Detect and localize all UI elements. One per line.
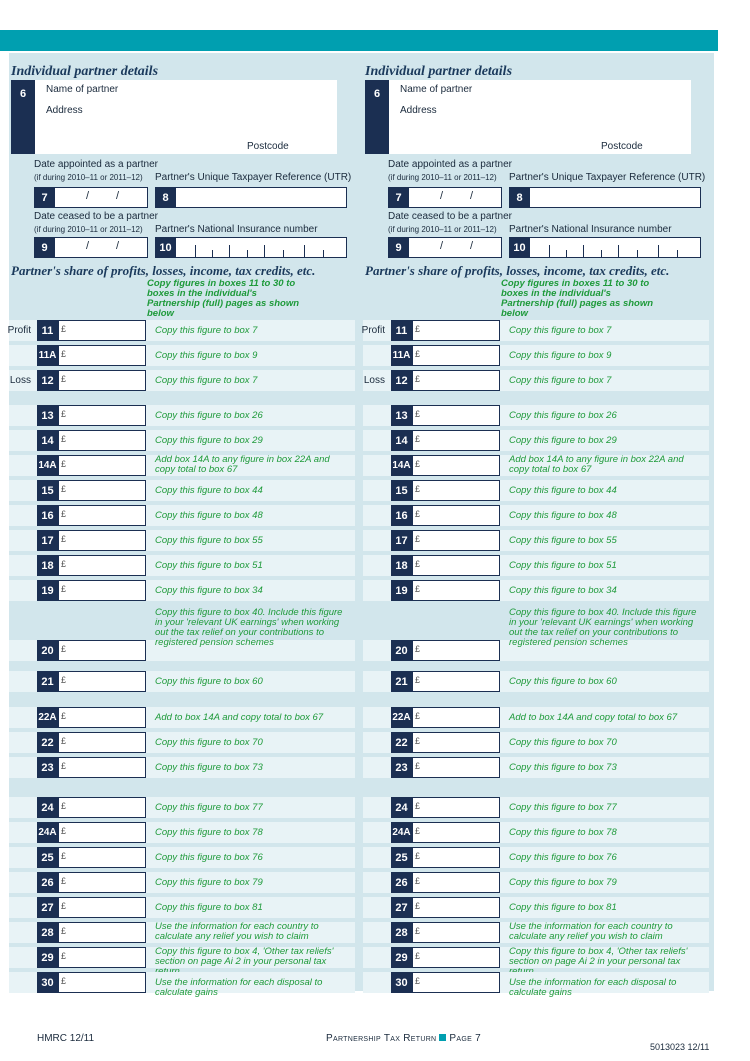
- box-number: 30: [391, 972, 412, 993]
- nino-tick: [304, 245, 305, 257]
- amount-field[interactable]: £: [412, 897, 500, 918]
- box-number: 17: [37, 530, 58, 551]
- amount-field[interactable]: £: [412, 640, 500, 661]
- row-instruction: Copy this figure to box 60: [509, 676, 617, 687]
- nino-field[interactable]: [509, 237, 701, 258]
- box-number: 27: [37, 897, 58, 918]
- box-number: 6: [11, 80, 35, 154]
- row-instruction: Copy this figure to box 55: [509, 535, 617, 546]
- box-number: 15: [37, 480, 58, 501]
- date-period-note: (if during 2010–11 or 2011–12): [34, 173, 143, 182]
- row-instruction: Copy this figure to box 73: [509, 762, 617, 773]
- nino-label: Partner's National Insurance number: [509, 224, 672, 235]
- box-number: 21: [391, 671, 412, 692]
- amount-field[interactable]: £: [412, 345, 500, 366]
- box-number: 19: [37, 580, 58, 601]
- amount-field[interactable]: £: [412, 847, 500, 868]
- footer-page-title: Partnership Tax Return Page 7: [326, 1033, 482, 1044]
- row-instruction: Copy this figure to box 79: [509, 877, 617, 888]
- amount-field[interactable]: £: [412, 530, 500, 551]
- amount-field[interactable]: £: [58, 555, 146, 576]
- box-number: 30: [37, 972, 58, 993]
- amount-field[interactable]: £: [412, 405, 500, 426]
- row-instruction: Copy this figure to box 26: [509, 410, 617, 421]
- row-instruction: Copy this figure to box 76: [509, 852, 617, 863]
- row-instruction: Copy this figure to box 77: [155, 802, 263, 813]
- row-instruction: Copy this figure to box 44: [509, 485, 617, 496]
- amount-field[interactable]: £: [58, 480, 146, 501]
- date-separator: /: [86, 240, 90, 252]
- row-instruction: Copy this figure to box 79: [155, 877, 263, 888]
- amount-field[interactable]: £: [412, 822, 500, 843]
- row-instruction: Copy this figure to box 48: [155, 510, 263, 521]
- row-instruction: Copy this figure to box 44: [155, 485, 263, 496]
- amount-field[interactable]: £: [58, 640, 146, 661]
- box-number: 29: [391, 947, 412, 968]
- row-instruction: Copy this figure to box 78: [155, 827, 263, 838]
- box-number: 22: [37, 732, 58, 753]
- row-instruction: Copy this figure to box 7: [155, 325, 258, 336]
- date-separator: /: [470, 190, 474, 202]
- box-number: 21: [37, 671, 58, 692]
- share-title: Partner's share of profits, losses, income, tax credits, etc.: [365, 263, 670, 278]
- box-number: 22: [391, 732, 412, 753]
- box-number: 10: [155, 237, 176, 258]
- nino-tick: [658, 245, 659, 257]
- nino-label: Partner's National Insurance number: [155, 224, 318, 235]
- amount-field[interactable]: £: [58, 530, 146, 551]
- name-label: Name of partner: [46, 84, 119, 95]
- box-number: 14A: [391, 455, 412, 476]
- amount-field[interactable]: £: [412, 370, 500, 391]
- box-number: 20: [391, 640, 412, 661]
- amount-field[interactable]: £: [58, 320, 146, 341]
- amount-field[interactable]: £: [58, 707, 146, 728]
- amount-field[interactable]: £: [412, 707, 500, 728]
- row-instruction: Add to box 14A and copy total to box 67: [155, 712, 324, 723]
- amount-field[interactable]: £: [58, 732, 146, 753]
- box-number: 23: [37, 757, 58, 778]
- amount-field[interactable]: £: [58, 922, 146, 943]
- amount-field[interactable]: £: [58, 872, 146, 893]
- section-title: Individual partner details: [11, 64, 159, 79]
- row-side-label: Profit: [361, 325, 385, 336]
- footer-square-icon: [439, 1034, 446, 1041]
- amount-field[interactable]: £: [412, 455, 500, 476]
- date-period-note: (if during 2010–11 or 2011–12): [34, 225, 143, 234]
- amount-field[interactable]: £: [412, 320, 500, 341]
- box-number: 9: [34, 237, 55, 258]
- box-number: 25: [37, 847, 58, 868]
- row-instruction: Copy this figure to box 9: [155, 350, 258, 361]
- share-note: Copy figures in boxes 11 to 30 to boxes in the individual's Partnership (full) pages as shown below: [147, 278, 300, 319]
- nino-tick: [264, 245, 265, 257]
- amount-field[interactable]: £: [412, 972, 500, 993]
- box-number: 9: [388, 237, 409, 258]
- row-instruction: Use the information for each country to calculate any relief you wish to claim: [155, 921, 319, 942]
- date-separator: /: [116, 240, 120, 252]
- box-number: 15: [391, 480, 412, 501]
- box-number: 8: [155, 187, 176, 208]
- amount-field[interactable]: £: [58, 822, 146, 843]
- amount-field[interactable]: £: [412, 757, 500, 778]
- row-instruction: Copy this figure to box 29: [155, 435, 263, 446]
- box-number: 22A: [37, 707, 58, 728]
- amount-field[interactable]: £: [58, 580, 146, 601]
- nino-tick: [566, 250, 567, 257]
- nino-tick: [229, 245, 230, 257]
- row-side-label: Loss: [9, 375, 31, 386]
- row-instruction: Copy this figure to box 9: [509, 350, 612, 361]
- amount-field[interactable]: £: [412, 797, 500, 818]
- row-instruction: Copy this figure to box 7: [509, 375, 612, 386]
- date-ceased-label: Date ceased to be a partner: [34, 211, 158, 222]
- row-instruction: Copy this figure to box 7: [509, 325, 612, 336]
- row-instruction: Copy this figure to box 26: [155, 410, 263, 421]
- box-number: 11: [391, 320, 412, 341]
- box-number: 29: [37, 947, 58, 968]
- row-instruction: Copy this figure to box 70: [155, 737, 263, 748]
- box-number: 12: [37, 370, 58, 391]
- header-bar: [0, 30, 718, 51]
- row-instruction: Add box 14A to any figure in box 22A and copy total to box 67: [155, 454, 330, 475]
- box-number: 7: [388, 187, 409, 208]
- row-instruction: Copy this figure to box 29: [509, 435, 617, 446]
- share-note: Copy figures in boxes 11 to 30 to boxes in the individual's Partnership (full) pages as shown below: [501, 278, 654, 319]
- amount-field[interactable]: £: [412, 580, 500, 601]
- date-separator: /: [440, 190, 444, 202]
- amount-field[interactable]: £: [58, 757, 146, 778]
- box-number: 23: [391, 757, 412, 778]
- box-number: 11: [37, 320, 58, 341]
- row-instruction: Copy this figure to box 51: [509, 560, 617, 571]
- amount-field[interactable]: £: [412, 555, 500, 576]
- box-number: 28: [391, 922, 412, 943]
- nino-tick: [195, 245, 196, 257]
- box-number: 14: [391, 430, 412, 451]
- row-instruction: Copy this figure to box 48: [509, 510, 617, 521]
- box-number: 24: [37, 797, 58, 818]
- date-separator: /: [440, 240, 444, 252]
- box-number: 13: [391, 405, 412, 426]
- row-instruction: Add box 14A to any figure in box 22A and copy total to box 67: [509, 454, 684, 475]
- box-number: 8: [509, 187, 530, 208]
- row-instruction: Add to box 14A and copy total to box 67: [509, 712, 678, 723]
- row-instruction: Copy this figure to box 77: [509, 802, 617, 813]
- nino-tick: [247, 250, 248, 257]
- row-instruction: Copy this figure to box 81: [509, 902, 617, 913]
- amount-field[interactable]: £: [412, 430, 500, 451]
- postcode-label: Postcode: [247, 141, 289, 152]
- amount-field[interactable]: £: [412, 480, 500, 501]
- box-number: 19: [391, 580, 412, 601]
- box-number: 7: [34, 187, 55, 208]
- amount-field[interactable]: £: [58, 505, 146, 526]
- row-instruction: Copy this figure to box 55: [155, 535, 263, 546]
- amount-field[interactable]: £: [412, 732, 500, 753]
- amount-field[interactable]: £: [58, 430, 146, 451]
- row-instruction: Copy this figure to box 81: [155, 902, 263, 913]
- utr-label: Partner's Unique Taxpayer Reference (UTR): [155, 172, 352, 183]
- amount-field[interactable]: £: [58, 897, 146, 918]
- box-number: 6: [365, 80, 389, 154]
- footer-reference: 5013023 12/11: [650, 1042, 710, 1052]
- nino-tick: [323, 250, 324, 257]
- section-title: Individual partner details: [365, 64, 513, 79]
- box-number: 24: [391, 797, 412, 818]
- box-number: 18: [391, 555, 412, 576]
- amount-field[interactable]: £: [412, 505, 500, 526]
- nino-tick: [677, 250, 678, 257]
- date-appointed-label: Date appointed as a partner: [34, 159, 158, 170]
- address-label: Address: [400, 105, 437, 116]
- box-number: 22A: [391, 707, 412, 728]
- box-number: 26: [37, 872, 58, 893]
- row-instruction: Copy this figure to box 51: [155, 560, 263, 571]
- row-instruction: Use the information for each country to calculate any relief you wish to claim: [509, 921, 673, 942]
- row-instruction: Copy this figure to box 34: [509, 585, 617, 596]
- box-number: 14: [37, 430, 58, 451]
- box-number: 20: [37, 640, 58, 661]
- nino-tick: [618, 245, 619, 257]
- box-number: 11A: [37, 345, 58, 366]
- nino-tick: [549, 245, 550, 257]
- box-number: 11A: [391, 345, 412, 366]
- nino-field[interactable]: [155, 237, 347, 258]
- utr-label: Partner's Unique Taxpayer Reference (UTR): [509, 172, 706, 183]
- row-instruction: Copy this figure to box 76: [155, 852, 263, 863]
- row-instruction: Copy this figure to box 4, 'Other tax reliefs' section on page Ai 2 in your personal tax: [509, 946, 688, 967]
- amount-field[interactable]: £: [58, 797, 146, 818]
- nino-tick: [283, 250, 284, 257]
- amount-field[interactable]: £: [58, 947, 146, 968]
- footer-form-code: HMRC 12/11: [37, 1033, 95, 1044]
- amount-field[interactable]: £: [412, 922, 500, 943]
- box-number: 16: [37, 505, 58, 526]
- box-number: 14A: [37, 455, 58, 476]
- box-number: 24A: [391, 822, 412, 843]
- row-instruction: Copy this figure to box 70: [509, 737, 617, 748]
- share-title: Partner's share of profits, losses, income, tax credits, etc.: [11, 263, 316, 278]
- amount-field[interactable]: £: [58, 671, 146, 692]
- box-number: 16: [391, 505, 412, 526]
- amount-field[interactable]: £: [58, 370, 146, 391]
- row-instruction: Use the information for each disposal to calculate gains: [509, 977, 677, 998]
- nino-tick: [637, 250, 638, 257]
- box-number: 17: [391, 530, 412, 551]
- nino-tick: [212, 250, 213, 257]
- row-side-label: Profit: [7, 325, 31, 336]
- box-number: 28: [37, 922, 58, 943]
- amount-field[interactable]: £: [58, 405, 146, 426]
- date-period-note: (if during 2010–11 or 2011–12): [388, 173, 497, 182]
- date-period-note: (if during 2010–11 or 2011–12): [388, 225, 497, 234]
- row-instruction: Copy this figure to box 34: [155, 585, 263, 596]
- box-number: 24A: [37, 822, 58, 843]
- postcode-label: Postcode: [601, 141, 643, 152]
- address-label: Address: [46, 105, 83, 116]
- date-separator: /: [86, 190, 90, 202]
- amount-field[interactable]: £: [58, 847, 146, 868]
- date-separator: /: [470, 240, 474, 252]
- row-instruction: Copy this figure to box 40. Include this figure in your 'relevant UK earnings' when working out the tax relief on your contributions to registered pension schemes: [155, 607, 343, 648]
- box-number: 10: [509, 237, 530, 258]
- date-ceased-label: Date ceased to be a partner: [388, 211, 512, 222]
- box-number: 25: [391, 847, 412, 868]
- row-instruction: Use the information for each disposal to calculate gains: [155, 977, 323, 998]
- row-side-label: Loss: [363, 375, 385, 386]
- date-separator: /: [116, 190, 120, 202]
- nino-tick: [601, 250, 602, 257]
- box-number: 27: [391, 897, 412, 918]
- amount-field[interactable]: £: [412, 671, 500, 692]
- row-instruction: Copy this figure to box 7: [155, 375, 258, 386]
- utr-field[interactable]: [155, 187, 347, 208]
- box-number: 26: [391, 872, 412, 893]
- box-number: 18: [37, 555, 58, 576]
- row-instruction: Copy this figure to box 60: [155, 676, 263, 687]
- box-number: 12: [391, 370, 412, 391]
- row-instruction: Copy this figure to box 73: [155, 762, 263, 773]
- amount-field[interactable]: £: [58, 345, 146, 366]
- row-instruction: Copy this figure to box 40. Include this figure in your 'relevant UK earnings' when working out the tax relief on your contributions to registered pension schemes: [509, 607, 697, 648]
- row-instruction: Copy this figure to box 78: [509, 827, 617, 838]
- amount-field[interactable]: £: [412, 872, 500, 893]
- name-label: Name of partner: [400, 84, 473, 95]
- nino-tick: [583, 245, 584, 257]
- amount-field[interactable]: £: [412, 947, 500, 968]
- box-number: 13: [37, 405, 58, 426]
- utr-field[interactable]: [509, 187, 701, 208]
- amount-field[interactable]: £: [58, 455, 146, 476]
- amount-field[interactable]: £: [58, 972, 146, 993]
- date-appointed-label: Date appointed as a partner: [388, 159, 512, 170]
- row-instruction: Copy this figure to box 4, 'Other tax reliefs' section on page Ai 2 in your personal tax: [155, 946, 334, 967]
